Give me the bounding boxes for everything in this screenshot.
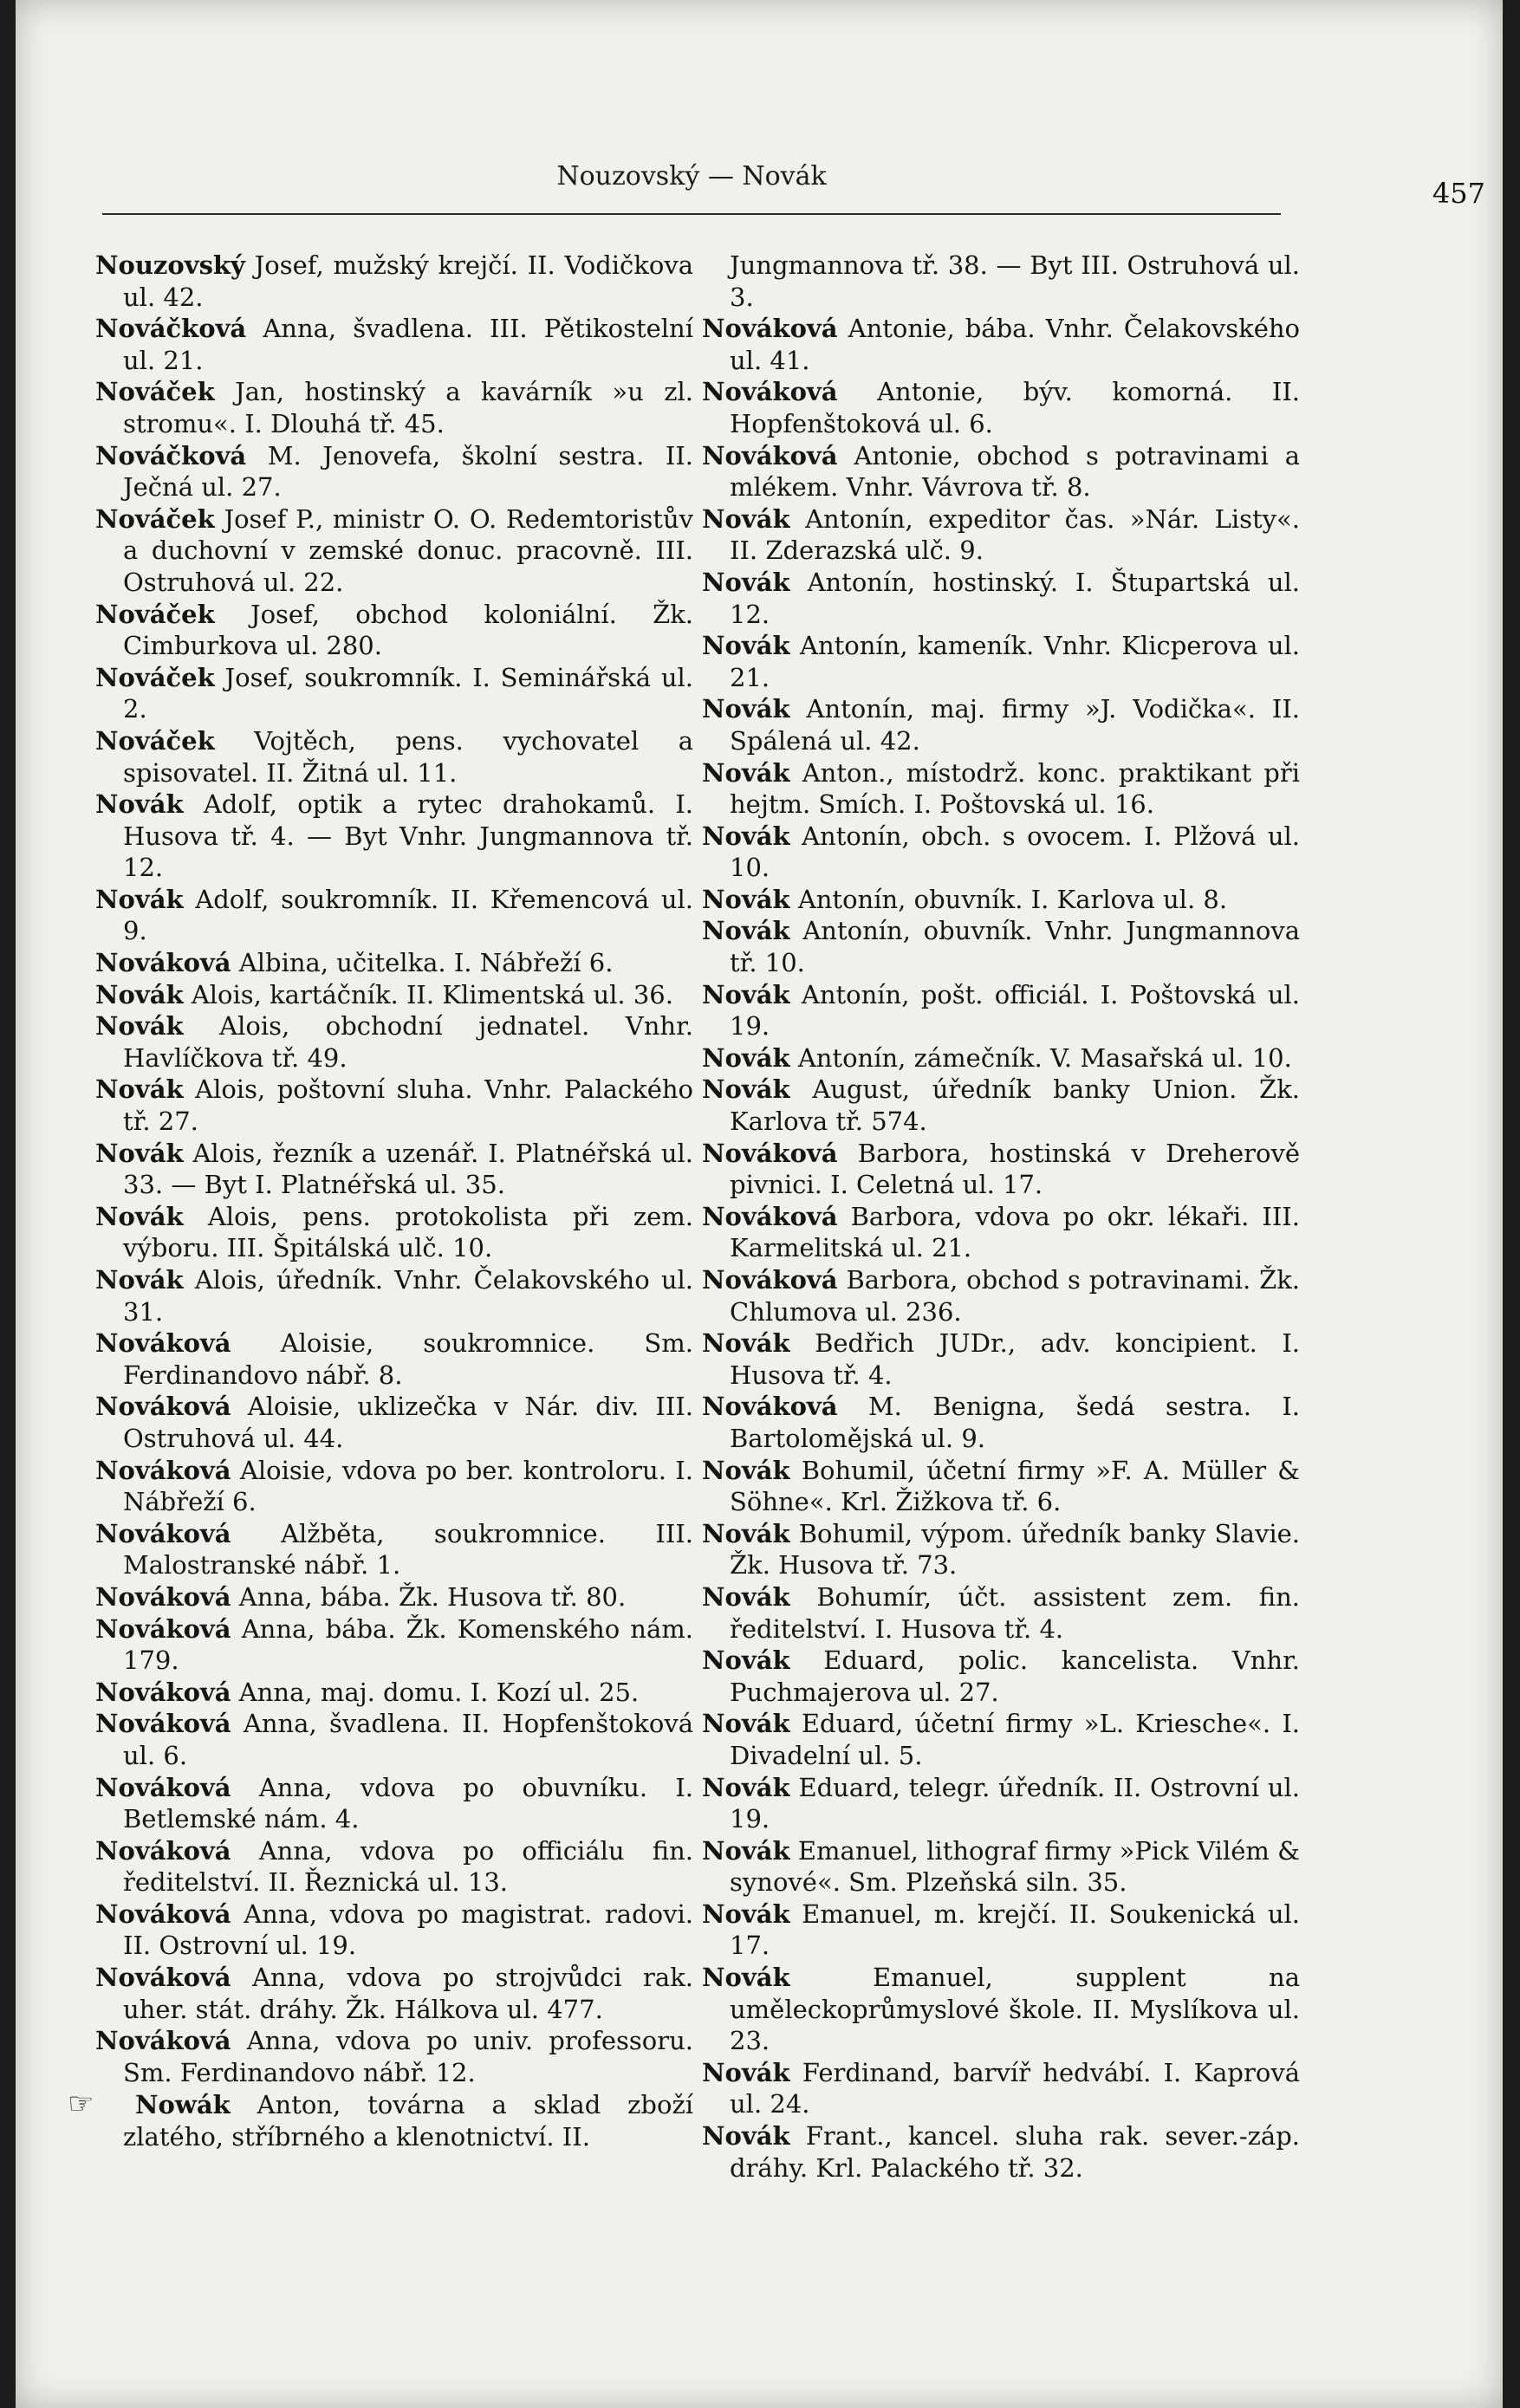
entry-surname: Novák xyxy=(95,884,184,914)
entry-details: Antonín, obuvník. Vnhr. Jungmannova tř. 10. xyxy=(730,916,1301,978)
entry-surname: Nováková xyxy=(702,440,838,471)
directory-entry xyxy=(68,2087,693,2152)
directory-entry xyxy=(95,1898,693,1962)
entry-surname: Novák xyxy=(702,2121,790,2152)
directory-entry xyxy=(702,1138,1300,1201)
entry-surname: Novák xyxy=(95,979,184,1009)
entry-details: Josef P., ministr O. O. Redemtoristův a duchovní v zemské donuc. pracovně. III. Ostruhová ul. 22. xyxy=(123,503,693,597)
entry-details: Jan, hostinský a kavárník »u zl. stromu«. I. Dlouhá tř. 45. xyxy=(123,377,693,438)
entry-surname: Nováková xyxy=(95,1455,231,1485)
directory-entry xyxy=(95,440,693,503)
entry-surname: Nováková xyxy=(95,1898,231,1929)
directory-entry xyxy=(95,1010,693,1074)
entry-surname: Nováková xyxy=(95,1677,231,1707)
entry-surname: Nováček xyxy=(95,503,215,534)
entry-surname: Novák xyxy=(95,1265,184,1295)
entry-surname: Nováková xyxy=(95,1772,231,1802)
entry-surname: Novák xyxy=(702,821,790,851)
entry-details: Emanuel, m. krejčí. II. Soukenická ul. 17. xyxy=(730,1898,1301,1961)
directory-entry xyxy=(95,1455,693,1518)
directory-entry xyxy=(702,1264,1300,1327)
entry-surname: Novák xyxy=(702,1835,790,1866)
directory-entry xyxy=(95,947,693,979)
directory-page xyxy=(16,0,1503,2408)
entry-surname: Novák xyxy=(702,916,790,946)
entry-surname: Nowák xyxy=(135,2090,231,2120)
entry-surname: Novák xyxy=(702,503,790,534)
entry-details: Anna, bába. Žk. Komenského nám. 179. xyxy=(123,1613,693,1676)
entry-details: Bedřich JUDr., adv. koncipient. I. Husova tř. 4. xyxy=(730,1328,1300,1390)
entry-surname: Nováček xyxy=(95,377,215,407)
entry-details: Anna, švadlena. II. Hopfenštoková ul. 6. xyxy=(123,1709,694,1770)
entry-surname: Novák xyxy=(702,631,790,661)
directory-entry xyxy=(702,1835,1300,1898)
entry-details: Jungmannova tř. 38. — Byt III. Ostruhová ul. 3. xyxy=(730,250,1300,312)
directory-entry xyxy=(702,376,1300,439)
entry-details: Adolf, optik a rytec drahokamů. I. Husova tř. 4. — Byt Vnhr. Jungmannova tř. 12. xyxy=(123,789,694,883)
entry-surname: Novák xyxy=(702,1645,790,1676)
entry-details: Antonín, zámečník. V. Masařská ul. 10. xyxy=(797,1042,1292,1073)
entry-surname: Nováček xyxy=(95,599,215,629)
entry-surname: Nováčková xyxy=(95,440,247,471)
entry-details: Alois, úředník. Vnhr. Čelakovského ul. 31. xyxy=(123,1265,694,1327)
directory-entry xyxy=(95,725,693,789)
directory-entry xyxy=(95,1581,693,1613)
directory-entry xyxy=(95,1327,693,1391)
entry-surname: Nováková xyxy=(702,1138,838,1168)
directory-entry xyxy=(702,1898,1300,1962)
entry-surname: Novák xyxy=(702,694,790,724)
running-header xyxy=(102,161,1281,215)
entry-details: Frant., kancel. sluha rak. sever.-záp. dráhy. Krl. Palackého tř. 32. xyxy=(730,2121,1300,2183)
entry-surname: Novák xyxy=(702,1328,790,1359)
directory-entry xyxy=(702,1455,1300,1518)
entry-details: Alois, obchodní jednatel. Vnhr. Havlíčkova tř. 49. xyxy=(123,1011,693,1073)
entry-surname: Novák xyxy=(702,1581,790,1612)
directory-entry xyxy=(702,1042,1300,1074)
directory-entry xyxy=(95,1518,693,1581)
directory-entry xyxy=(702,1327,1300,1391)
entry-surname: Novák xyxy=(702,1518,790,1548)
directory-entry xyxy=(702,884,1300,916)
header-title: Nouzovský — Novák xyxy=(556,161,827,191)
entry-details: Aloisie, uklizečka v Nár. div. III. Ostruhová ul. 44. xyxy=(123,1392,694,1453)
entry-surname: Nováček xyxy=(95,662,215,692)
directory-entry xyxy=(95,1264,693,1327)
entry-details: Antonie, býv. komorná. II. Hopfenštoková ul. 6. xyxy=(730,377,1301,438)
directory-entry xyxy=(702,757,1300,821)
entry-surname: Nováček xyxy=(95,725,215,756)
directory-entry xyxy=(702,1391,1300,1454)
directory-entry xyxy=(95,376,693,439)
entry-details: Emanuel, supplent na uměleckoprůmyslové škole. II. Myslíkova ul. 23. xyxy=(730,1963,1301,2056)
entry-surname: Novák xyxy=(702,884,790,914)
entry-surname: Nováková xyxy=(702,1392,838,1422)
directory-entry xyxy=(702,1772,1300,1835)
entry-details: Josef, mužský krejčí. II. Vodičkova ul. 42. xyxy=(123,250,693,312)
directory-entry xyxy=(702,1708,1300,1771)
entry-surname: Novák xyxy=(95,1201,184,1231)
entry-surname: Nováková xyxy=(95,948,231,978)
directory-entry xyxy=(702,313,1300,376)
entry-details: Aloisie, soukromnice. Sm. Ferdinandovo nábř. 8. xyxy=(123,1328,694,1390)
directory-entry xyxy=(702,1962,1300,2057)
entry-details: Anna, bába. Žk. Husova tř. 80. xyxy=(238,1581,627,1612)
entry-details: Alžběta, soukromnice. III. Malostranské nábř. 1. xyxy=(123,1518,693,1580)
entry-surname: Nováková xyxy=(95,1613,231,1644)
directory-entry xyxy=(95,1677,693,1709)
entry-details: Albina, učitelka. I. Nábřeží 6. xyxy=(238,948,614,978)
entry-details: Bohumír, účt. assistent zem. fin. ředitelství. I. Husova tř. 4. xyxy=(730,1581,1301,1644)
directory-entry xyxy=(702,1201,1300,1264)
entry-surname: Novák xyxy=(702,1709,790,1739)
directory-entry xyxy=(95,789,693,884)
entry-surname: Novák xyxy=(95,1074,184,1105)
page-number: 457 xyxy=(1432,177,1485,210)
directory-entry xyxy=(702,250,1300,313)
directory-entry xyxy=(702,440,1300,503)
entry-details: Eduard, polic. kancelista. Vnhr. Puchmajerova ul. 27. xyxy=(730,1645,1301,1707)
directory-entry xyxy=(702,915,1300,978)
entry-details: Barbora, obchod s potravinami. Žk. Chlumova ul. 236. xyxy=(730,1265,1301,1327)
entry-details: Anton., místodrž. konc. praktikant při hejtm. Smích. I. Poštovská ul. 16. xyxy=(730,757,1301,820)
entry-surname: Novák xyxy=(95,789,184,820)
directory-entry xyxy=(95,2025,693,2088)
directory-entry xyxy=(95,1074,693,1137)
entry-details: Antonín, obch. s ovocem. I. Plžová ul. 10. xyxy=(730,821,1301,883)
entry-surname: Nováková xyxy=(95,1581,231,1612)
entry-details: Antonie, bába. Vnhr. Čelakovského ul. 41. xyxy=(730,314,1300,375)
entry-surname: Novák xyxy=(702,979,790,1009)
entry-details: Alois, poštovní sluha. Vnhr. Palackého tř. 27. xyxy=(123,1074,694,1137)
directory-entry xyxy=(95,1391,693,1454)
entry-surname: Novák xyxy=(702,1963,790,1993)
entry-details: Antonín, pošt. officiál. I. Poštovská ul. 19. xyxy=(730,979,1300,1042)
entry-details: August, úředník banky Union. Žk. Karlova tř. 574. xyxy=(730,1074,1300,1137)
entry-details: Anna, vdova po univ. professoru. Sm. Ferdinandovo nábř. 12. xyxy=(123,2026,694,2087)
entry-surname: Nováková xyxy=(702,1201,838,1231)
entry-details: Anna, vdova po officiálu fin. ředitelství. II. Řeznická ul. 13. xyxy=(123,1835,693,1898)
directory-entry xyxy=(95,884,693,947)
directory-entry xyxy=(702,630,1300,693)
directory-entry xyxy=(702,2120,1300,2184)
entry-surname: Nováková xyxy=(702,1265,838,1295)
directory-entry xyxy=(95,599,693,662)
entry-surname: Nováková xyxy=(95,1518,231,1548)
directory-entry xyxy=(702,567,1300,630)
directory-entry xyxy=(95,313,693,376)
directory-entry xyxy=(95,1962,693,2025)
directory-entry xyxy=(95,1201,693,1264)
entry-details: Josef, obchod koloniální. Žk. Cimburkova ul. 280. xyxy=(123,599,694,661)
directory-entry xyxy=(95,1613,693,1677)
entry-surname: Novák xyxy=(702,1455,790,1485)
entry-details: Barbora, hostinská v Dreherově pivnici. I. Celetná ul. 17. xyxy=(730,1138,1301,1200)
directory-entry xyxy=(95,1772,693,1835)
entry-surname: Novák xyxy=(702,1898,790,1929)
entry-details: Anna, maj. domu. I. Kozí ul. 25. xyxy=(238,1677,640,1707)
directory-entry xyxy=(702,1645,1300,1708)
entry-details: Emanuel, lithograf firmy »Pick Vilém & synové«. Sm. Plzeňská siln. 35. xyxy=(730,1835,1300,1898)
entry-details: Alois, kartáčník. II. Klimentská ul. 36. xyxy=(191,979,673,1009)
entry-surname: Nováková xyxy=(702,377,838,407)
entry-surname: Nováková xyxy=(95,1835,231,1866)
entry-surname: Nováková xyxy=(95,1709,231,1739)
entry-details: Adolf, soukromník. II. Křemencová ul. 9. xyxy=(123,884,694,946)
entry-surname: Novák xyxy=(702,567,790,597)
directory-entry xyxy=(95,250,693,313)
entry-surname: Novák xyxy=(702,757,790,788)
entry-surname: Novák xyxy=(702,1772,790,1802)
entry-details: M. Benigna, šedá sestra. I. Bartolomějská ul. 9. xyxy=(730,1392,1301,1453)
pointing-hand-icon: ☞ xyxy=(68,2087,94,2122)
entry-details: Bohumil, výpom. úředník banky Slavie. Žk. Husova tř. 73. xyxy=(730,1518,1300,1580)
entry-details: Anna, vdova po magistrat. radovi. II. Ostrovní ul. 19. xyxy=(123,1898,693,1961)
entry-surname: Nováková xyxy=(95,1963,231,1993)
entry-details: Antonín, hostinský. I. Štupartská ul. 12. xyxy=(730,567,1300,629)
entry-details: Eduard, telegr. úředník. II. Ostrovní ul. 19. xyxy=(730,1772,1300,1834)
entry-details: Vojtěch, pens. vychovatel a spisovatel. II. Žitná ul. 11. xyxy=(123,725,694,788)
entry-surname: Nováková xyxy=(95,2026,231,2056)
directory-entry xyxy=(702,1074,1300,1137)
entry-surname: Novák xyxy=(702,1042,790,1073)
directory-entry xyxy=(95,979,693,1011)
directory-entry xyxy=(702,693,1300,756)
entry-details: Bohumil, účetní firmy »F. A. Müller & Söhne«. Krl. Žižkova tř. 6. xyxy=(730,1455,1300,1517)
entry-surname: Nováková xyxy=(95,1328,231,1359)
entry-surname: Novák xyxy=(702,2057,790,2087)
entry-surname: Nováková xyxy=(95,1392,231,1422)
entry-details: Josef, soukromník. I. Seminářská ul. 2. xyxy=(123,662,693,724)
directory-entry xyxy=(702,979,1300,1042)
entry-details: Antonín, obuvník. I. Karlova ul. 8. xyxy=(797,884,1228,914)
entry-details: Antonín, maj. firmy »J. Vodička«. II. Spálená ul. 42. xyxy=(730,694,1300,756)
entry-surname: Novák xyxy=(95,1138,184,1168)
entry-details: Antonie, obchod s potravinami a mlékem. Vnhr. Vávrova tř. 8. xyxy=(730,440,1300,503)
entry-details: Aloisie, vdova po ber. kontroloru. I. Nábřeží 6. xyxy=(123,1455,693,1517)
entry-details: Anton, továrna a sklad zboží zlatého, stříbrného a klenotnictví. II. xyxy=(123,2090,693,2152)
directory-entry xyxy=(702,1581,1300,1645)
entry-details: Ferdinand, barvíř hedvábí. I. Kaprová ul. 24. xyxy=(730,2057,1300,2119)
directory-entry xyxy=(95,1708,693,1771)
entry-details: Anna, švadlena. III. Pětikostelní ul. 21. xyxy=(123,314,693,375)
directory-entry xyxy=(95,1835,693,1898)
left-column xyxy=(68,250,694,2153)
entry-details: Alois, pens. protokolista při zem. výboru. III. Špitálská ulč. 10. xyxy=(123,1201,694,1263)
entry-surname: Nováková xyxy=(702,314,838,344)
right-column xyxy=(702,250,1300,2184)
entry-details: Barbora, vdova po okr. lékaři. III. Karmelitská ul. 21. xyxy=(730,1201,1300,1263)
directory-entry xyxy=(702,503,1300,567)
entry-surname: Nováčková xyxy=(95,314,247,344)
entry-surname: Nouzovský xyxy=(95,250,245,280)
entry-details: Antonín, expeditor čas. »Nár. Listy«. II. Zderazská ulč. 9. xyxy=(730,503,1300,566)
directory-entry xyxy=(95,662,693,725)
directory-entry xyxy=(702,821,1300,884)
directory-entry xyxy=(702,2057,1300,2120)
entry-details: Anna, vdova po obuvníku. I. Betlemské nám. 4. xyxy=(123,1772,693,1834)
entry-surname: Novák xyxy=(702,1074,790,1105)
directory-entry xyxy=(702,1518,1300,1581)
directory-entry xyxy=(95,503,693,599)
entry-details: Antonín, kameník. Vnhr. Klicperova ul. 21. xyxy=(730,631,1300,692)
entry-details: Eduard, účetní firmy »L. Kriesche«. I. Divadelní ul. 5. xyxy=(730,1709,1300,1770)
entry-details: Anna, vdova po strojvůdci rak. uher. stát. dráhy. Žk. Hálkova ul. 477. xyxy=(123,1963,693,2024)
directory-entry xyxy=(95,1138,693,1201)
entry-details: M. Jenovefa, školní sestra. II. Ječná ul. 27. xyxy=(123,440,694,503)
entry-surname: Novák xyxy=(95,1011,184,1042)
entry-details: Alois, řezník a uzenář. I. Platnéřská ul. 33. — Byt I. Platnéřská ul. 35. xyxy=(123,1138,693,1200)
